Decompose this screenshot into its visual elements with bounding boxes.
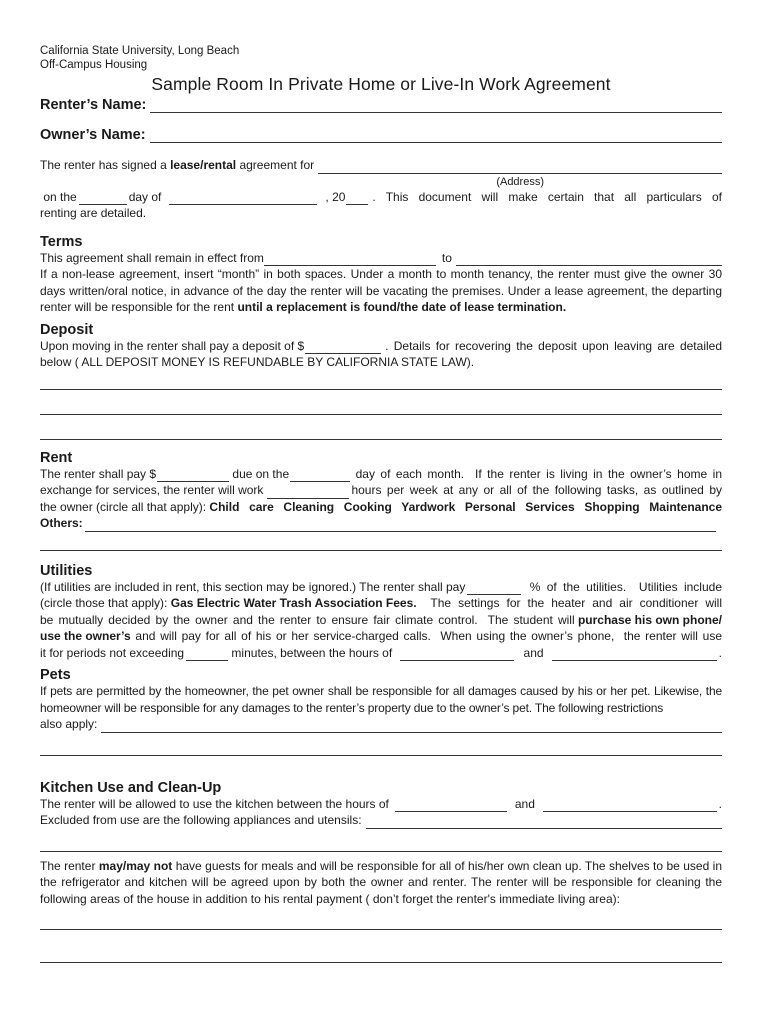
phone-row-2: [40, 628, 722, 645]
pets-extra-line[interactable]: [40, 755, 722, 756]
deposit-line-1[interactable]: [40, 389, 722, 390]
terms-body: If a non-lease agreement, insert “month” in both spaces. Under a month to month tenancy, the renter must give the owner 30 days written/oral notice, in advance of the day the renter will be vacating the premises. Under a lease agreement, the departing renter will be responsible for the rent: [40, 267, 722, 314]
others-row: [40, 515, 722, 532]
address-caption: (Address): [496, 175, 544, 188]
cleaning-line-2[interactable]: [40, 962, 722, 963]
lease-suffix: agreement for: [236, 158, 315, 172]
renter-name-field[interactable]: [150, 100, 722, 113]
hours-label: hours per week at any or all of the following tasks, as outlined by: [351, 483, 722, 497]
day-field[interactable]: [79, 193, 127, 205]
minutes-label: minutes, between the hours of: [228, 645, 393, 660]
utilities-include-label: % of the utilities. Utilities include: [523, 579, 722, 594]
deposit-row: [40, 338, 722, 355]
pet-restrictions-row: [40, 716, 722, 733]
excluded-label: Excluded from use are the following appliances and utensils:: [40, 813, 362, 827]
minutes-field[interactable]: [186, 649, 228, 661]
document-purpose: . This document will make certain that all particulars of: [372, 189, 722, 204]
kitchen-end-field[interactable]: [543, 800, 717, 812]
terms-heading: Terms: [40, 233, 83, 250]
kitchen-extra-line[interactable]: [40, 851, 722, 852]
excluded-field[interactable]: [366, 816, 722, 829]
department-name: Off-Campus Housing: [40, 59, 148, 71]
date-row: [40, 189, 722, 206]
tasks-row: [40, 499, 722, 516]
climate-text: The settings for the heater and air conditioner will: [416, 596, 722, 610]
deposit-details: . Details for recovering the deposit upon leaving are detailed: [385, 338, 722, 353]
circle-label: the owner (circle all that apply):: [40, 499, 210, 514]
utilities-types-row: [40, 595, 722, 612]
cleaning-line-1[interactable]: [40, 929, 722, 930]
climate-control-text: be mutually decided by the owner and the renter to ensure fair climate control. The student will: [40, 612, 578, 627]
phone-option-owner[interactable]: use the owner’s: [40, 629, 131, 643]
year-field[interactable]: [346, 193, 368, 205]
end-date-field[interactable]: [456, 253, 722, 266]
month-field[interactable]: [169, 193, 317, 205]
others-label: Others:: [40, 516, 83, 530]
guests-text: [40, 858, 722, 908]
start-date-field[interactable]: [264, 254, 436, 266]
rent-heading: Rent: [40, 449, 73, 466]
kitchen-hours-label: The renter will be allowed to use the kitchen between the hours of: [40, 796, 389, 811]
guests-body: have guests for meals and will be responsible for all of his/her own clean up. The shelves to be used in the refrigerator and kitchen will be agreed upon by both the owner and renter. The renter will be responsible for cleaning the following areas of the house in addition to his rental payment ( don’t forget the renter's immediate living area):: [40, 858, 723, 906]
lease-address-row: [40, 157, 722, 174]
renter-name-label: Renter’s Name:: [40, 97, 147, 113]
pets-heading: Pets: [40, 667, 71, 683]
kitchen-hours-row: [40, 796, 722, 813]
day-of-label: day of: [128, 189, 162, 204]
pets-text: If pets are permitted by the homeowner, the pet owner shall be responsible for all damages caused by his or her pet. Likewise, the homeowner will be responsible for any damages to the renter’s property due to the owner’s pet. The following restrictions: [40, 684, 722, 715]
kitchen-start-field[interactable]: [395, 800, 507, 812]
rent-extra-line[interactable]: [40, 550, 722, 551]
utilities-circle-label: (circle those that apply):: [40, 596, 171, 610]
on-the-label: on the: [40, 189, 77, 204]
rent-amount-row: [40, 466, 722, 483]
work-hours-row: [40, 482, 722, 499]
agreement-form: [40, 44, 722, 963]
kitchen-period: .: [718, 796, 722, 811]
document-purpose-end: renting are detailed.: [40, 206, 147, 220]
lease-prefix: The renter has signed a: [40, 158, 171, 172]
period-mark: .: [718, 645, 722, 660]
rent-day-each: day of each month. If the renter is living in the owner’s home in: [350, 466, 722, 481]
rent-pay-label: The renter shall pay $: [40, 466, 157, 481]
phone-row-1: [40, 612, 722, 629]
excluded-row: [40, 812, 722, 829]
task-options[interactable]: Child care Cleaning Cooking Yardwork Personal Services Shopping Maintenance: [209, 499, 722, 514]
guests-prefix: The renter: [40, 858, 99, 873]
utility-options[interactable]: Gas Electric Water Trash Association Fees.: [170, 596, 417, 610]
phone-end-hour-field[interactable]: [552, 649, 717, 661]
owner-name-field[interactable]: [150, 130, 722, 143]
renter-name-row: [40, 97, 722, 113]
phone-calls-text: and will pay for all of his or her service-charged calls. When using the owner’s phone, the renter will use: [130, 629, 722, 643]
guests-option[interactable]: may/may not: [98, 858, 173, 873]
deposit-heading: Deposit: [40, 321, 94, 338]
utilities-percent-field[interactable]: [467, 583, 521, 595]
owner-name-label: Owner’s Name:: [40, 127, 146, 143]
deposit-line-3[interactable]: [40, 439, 722, 440]
deposit-amount-label: Upon moving in the renter shall pay a deposit of $: [40, 338, 305, 353]
also-apply-label: also apply:: [40, 717, 98, 731]
deposit-amount-field[interactable]: [305, 342, 381, 354]
phone-limits-row: [40, 645, 722, 662]
exchange-label: exchange for services, the renter will work: [40, 483, 264, 497]
lease-statement: [40, 157, 314, 174]
due-on-label: due on the: [229, 466, 290, 481]
others-field[interactable]: [85, 519, 716, 532]
and-label: and: [520, 645, 544, 660]
year-prefix: , 20: [325, 189, 346, 204]
effect-from-label: This agreement shall remain in effect from: [40, 250, 264, 265]
utilities-pct-row: [40, 579, 722, 596]
kitchen-heading: Kitchen Use and Clean-Up: [40, 779, 222, 796]
document-title: Sample Room In Private Home or Live-In Work Agreement: [151, 74, 611, 94]
deposit-line-2[interactable]: [40, 414, 722, 415]
address-field[interactable]: [318, 161, 722, 174]
terms-bold: until a replacement is found/the date of lease termination.: [237, 300, 567, 314]
utilities-heading: Utilities: [40, 562, 93, 579]
work-hours-field[interactable]: [267, 487, 349, 499]
to-label: to: [441, 250, 452, 265]
phone-start-hour-field[interactable]: [400, 649, 514, 661]
periods-label: it for periods not exceeding: [40, 645, 185, 660]
phone-option-own[interactable]: purchase his own phone/: [577, 612, 722, 627]
lease-rental-term: lease/rental: [170, 158, 237, 172]
kitchen-and-label: and: [514, 796, 535, 811]
deposit-refundable: below ( ALL DEPOSIT MONEY IS REFUNDABLE BY CALIFORNIA STATE LAW).: [40, 355, 475, 369]
owner-name-row: [40, 127, 722, 143]
terms-dates-row: [40, 250, 722, 267]
utilities-pay-label: (If utilities are included in rent, this section may be ignored.) The renter shall pay: [40, 579, 466, 594]
rent-amount-field[interactable]: [157, 470, 229, 482]
institution-name: California State University, Long Beach: [40, 45, 240, 57]
rent-due-day-field[interactable]: [290, 470, 350, 482]
pet-restrictions-field[interactable]: [101, 720, 722, 733]
terms-text: [40, 266, 722, 316]
